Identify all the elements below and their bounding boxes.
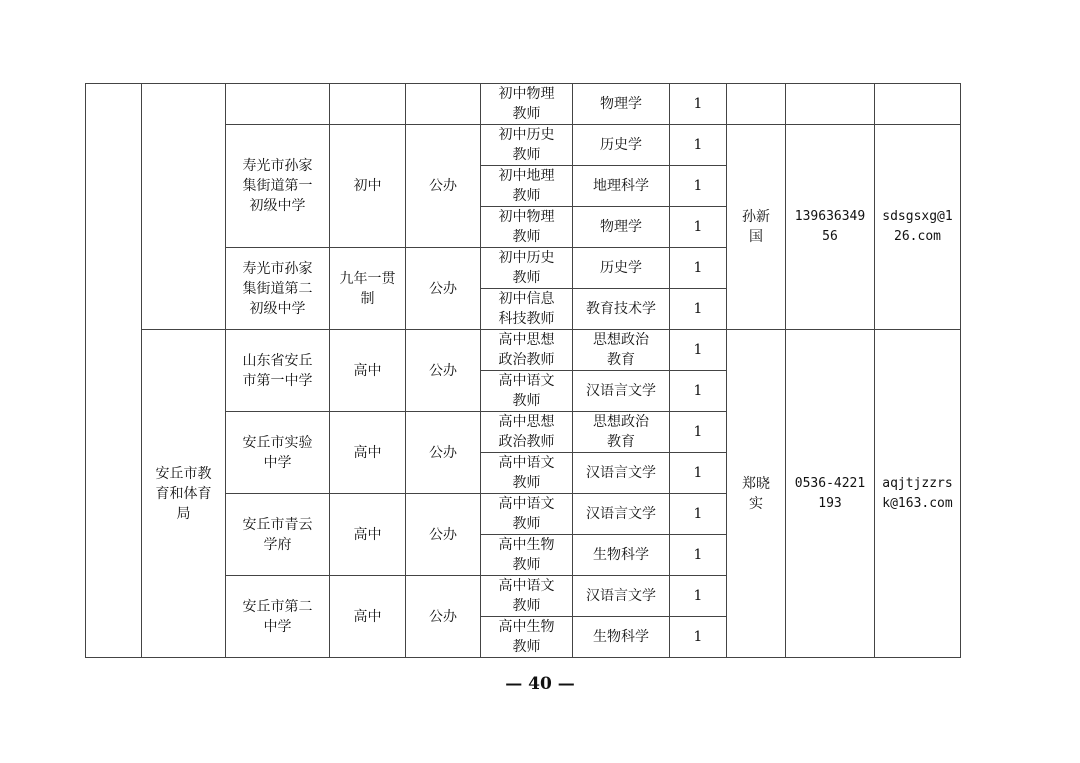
table-row [86,84,961,125]
count-cell: 1 [670,371,727,412]
count-cell: 1 [670,494,727,535]
page-number: — 40 — [505,674,575,694]
count-cell: 1 [670,125,727,166]
school-nature-cell: 公办 [406,330,481,412]
count-cell: 1 [670,453,727,494]
bureau-cell [142,84,226,330]
school-nature-cell: 公办 [406,494,481,576]
school-nature-cell: 公办 [406,248,481,330]
major-cell: 汉语言文学 [573,453,670,494]
table-row [86,330,961,371]
count-cell: 1 [670,617,727,658]
major-cell: 生物科学 [573,535,670,576]
contact-cell: 郑晓实 [727,330,786,658]
major-cell: 汉语言文学 [573,371,670,412]
position-cell: 初中信息科技教师 [481,289,573,330]
count-cell: 1 [670,412,727,453]
email-cell: aqjtjzzrsk@163.com [875,330,961,658]
major-cell: 汉语言文学 [573,494,670,535]
count-cell: 1 [670,207,727,248]
contact-cell [727,84,786,125]
position-cell: 高中语文教师 [481,494,573,535]
school-cell: 安丘市实验中学 [226,412,330,494]
school-nature-cell: 公办 [406,576,481,658]
position-cell: 高中思想政治教师 [481,412,573,453]
email-cell: sdsgsxg@126.com [875,125,961,330]
school-level-cell: 高中 [330,576,406,658]
major-cell: 教育技术学 [573,289,670,330]
major-cell: 生物科学 [573,617,670,658]
region-cell [86,84,142,658]
count-cell: 1 [670,84,727,125]
school-nature-cell [406,84,481,125]
major-cell: 地理科学 [573,166,670,207]
count-cell: 1 [670,289,727,330]
school-level-cell: 高中 [330,494,406,576]
school-cell: 寿光市孙家集街道第一初级中学 [226,125,330,248]
count-cell: 1 [670,576,727,617]
school-cell: 山东省安丘市第一中学 [226,330,330,412]
count-cell: 1 [670,166,727,207]
school-nature-cell: 公办 [406,125,481,248]
position-cell: 高中语文教师 [481,371,573,412]
position-cell: 高中思想政治教师 [481,330,573,371]
contact-cell: 孙新国 [727,125,786,330]
position-cell: 高中生物教师 [481,535,573,576]
major-cell: 历史学 [573,125,670,166]
bureau-cell: 安丘市教育和体育局 [142,330,226,658]
school-level-cell: 高中 [330,330,406,412]
position-cell: 初中地理教师 [481,166,573,207]
school-level-cell: 初中 [330,125,406,248]
count-cell: 1 [670,535,727,576]
school-cell: 安丘市青云学府 [226,494,330,576]
recruitment-table [85,83,961,658]
major-cell: 汉语言文学 [573,576,670,617]
position-cell: 高中语文教师 [481,576,573,617]
count-cell: 1 [670,330,727,371]
position-cell: 初中历史教师 [481,248,573,289]
position-cell: 初中历史教师 [481,125,573,166]
phone-cell: 0536-4221193 [786,330,875,658]
email-cell [875,84,961,125]
school-cell: 安丘市第二中学 [226,576,330,658]
major-cell: 思想政治教育 [573,330,670,371]
school-level-cell: 九年一贯制 [330,248,406,330]
phone-cell [786,84,875,125]
school-level-cell [330,84,406,125]
school-level-cell: 高中 [330,412,406,494]
school-cell: 寿光市孙家集街道第二初级中学 [226,248,330,330]
phone-cell: 13963634956 [786,125,875,330]
count-cell: 1 [670,248,727,289]
position-cell: 高中生物教师 [481,617,573,658]
position-cell: 初中物理教师 [481,84,573,125]
position-cell: 高中语文教师 [481,453,573,494]
major-cell: 思想政治教育 [573,412,670,453]
major-cell: 历史学 [573,248,670,289]
major-cell: 物理学 [573,207,670,248]
school-cell [226,84,330,125]
major-cell: 物理学 [573,84,670,125]
position-cell: 初中物理教师 [481,207,573,248]
school-nature-cell: 公办 [406,412,481,494]
